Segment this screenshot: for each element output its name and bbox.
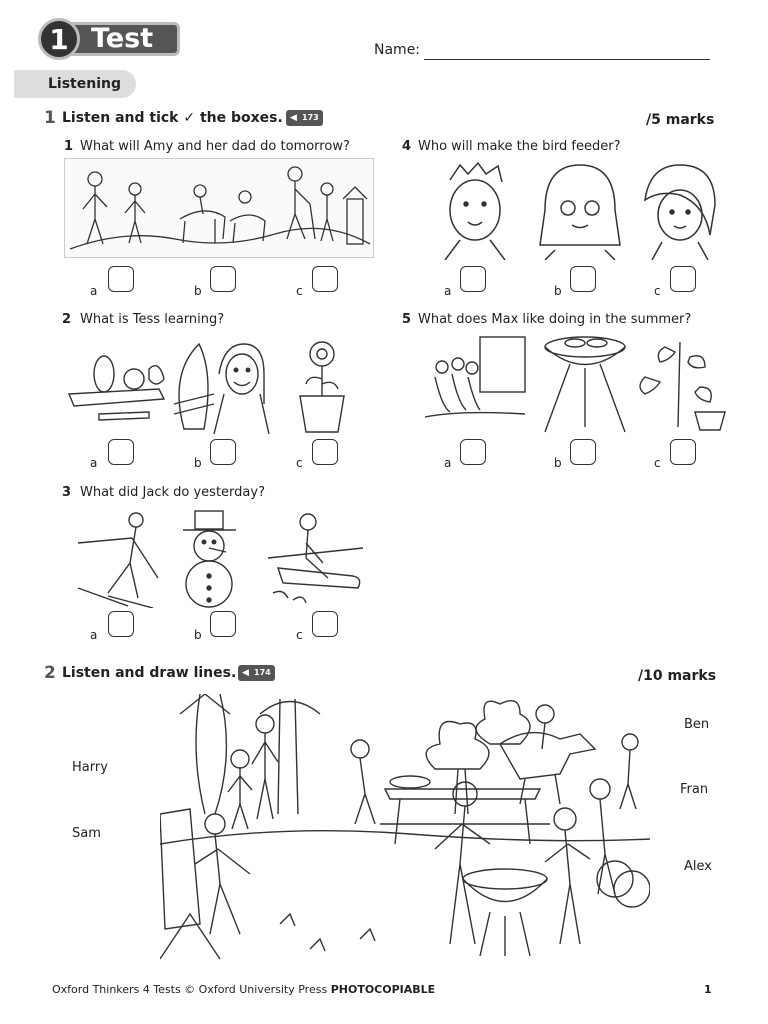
option-label: c xyxy=(654,456,661,470)
question-1-text: What will Amy and her dad do tomorrow? xyxy=(80,139,350,154)
q1-option-a-checkbox[interactable] xyxy=(108,266,134,292)
question-1-pictures xyxy=(64,158,374,258)
question-5-number: 5 xyxy=(402,312,412,327)
option-label: b xyxy=(554,456,562,470)
question-5-illustration xyxy=(420,332,730,434)
option-label: a xyxy=(90,456,98,470)
q3-option-b-checkbox[interactable] xyxy=(210,611,236,637)
question-3-illustration xyxy=(68,508,368,608)
exercise-1-marks: /5 marks xyxy=(646,112,715,128)
park-scene-illustration xyxy=(160,694,650,966)
name-field[interactable] xyxy=(424,59,710,60)
exercise-2-marks: /10 marks xyxy=(638,668,717,684)
question-2-text: What is Tess learning? xyxy=(80,312,225,327)
question-4-number: 4 xyxy=(402,139,412,154)
question-3-number: 3 xyxy=(62,485,72,500)
option-label: a xyxy=(444,284,452,298)
name-alex[interactable]: Alex xyxy=(684,859,712,874)
q3-option-a-checkbox[interactable] xyxy=(108,611,134,637)
question-2-pictures xyxy=(64,334,354,434)
q5-option-a-checkbox[interactable] xyxy=(460,439,486,465)
option-label: b xyxy=(194,456,202,470)
option-label: c xyxy=(654,284,661,298)
q1-option-b-checkbox[interactable] xyxy=(210,266,236,292)
q1-option-c-checkbox[interactable] xyxy=(312,266,338,292)
name-sam[interactable]: Sam xyxy=(72,826,101,841)
option-label: b xyxy=(554,284,562,298)
name-fran[interactable]: Fran xyxy=(680,782,709,797)
name-ben[interactable]: Ben xyxy=(684,717,710,732)
question-1-scene-illustration xyxy=(65,159,375,259)
question-4-portraits-illustration xyxy=(430,160,730,260)
option-label: a xyxy=(444,456,452,470)
q4-option-a-checkbox[interactable] xyxy=(460,266,486,292)
q3-option-c-checkbox[interactable] xyxy=(312,611,338,637)
q4-option-c-checkbox[interactable] xyxy=(670,266,696,292)
audio-track-173-icon[interactable]: ◀ 173 xyxy=(286,110,323,126)
test-badge xyxy=(38,18,182,60)
name-label: Name: xyxy=(374,42,421,58)
q2-option-a-checkbox[interactable] xyxy=(108,439,134,465)
question-4-pictures xyxy=(430,160,730,260)
question-3-pictures xyxy=(68,508,368,608)
question-2-number: 2 xyxy=(62,312,72,327)
section-tab: Listening xyxy=(14,70,136,98)
question-3-text: What did Jack do yesterday? xyxy=(80,485,265,500)
option-label: b xyxy=(194,284,202,298)
name-harry[interactable]: Harry xyxy=(72,760,108,775)
question-2-illustration xyxy=(64,334,354,434)
q5-option-b-checkbox[interactable] xyxy=(570,439,596,465)
q5-option-c-checkbox[interactable] xyxy=(670,439,696,465)
option-label: a xyxy=(90,628,98,642)
q2-option-b-checkbox[interactable] xyxy=(210,439,236,465)
exercise-1-number: 1 xyxy=(44,108,56,128)
option-label: c xyxy=(296,628,303,642)
audio-track-174-icon[interactable]: ◀ 174 xyxy=(238,665,275,681)
question-4-text: Who will make the bird feeder? xyxy=(418,139,621,154)
footer-copyright: Oxford Thinkers 4 Tests © Oxford University Press PHOTOCOPIABLE xyxy=(52,983,436,996)
question-5-pictures xyxy=(420,332,730,434)
option-label: c xyxy=(296,456,303,470)
q4-option-b-checkbox[interactable] xyxy=(570,266,596,292)
q2-option-c-checkbox[interactable] xyxy=(312,439,338,465)
exercise-1-title: Listen and tick ✓ the boxes. xyxy=(62,110,283,126)
option-label: c xyxy=(296,284,303,298)
option-label: a xyxy=(90,284,98,298)
question-1-number: 1 xyxy=(64,139,74,154)
question-5-text: What does Max like doing in the summer? xyxy=(418,312,692,327)
test-number: 1 xyxy=(38,18,80,60)
page-number: 1 xyxy=(704,983,712,996)
option-label: b xyxy=(194,628,202,642)
exercise-2-number: 2 xyxy=(44,663,56,683)
test-title: Test xyxy=(64,22,180,56)
park-scene-picture xyxy=(160,694,650,966)
exercise-2-title: Listen and draw lines. xyxy=(62,665,237,681)
